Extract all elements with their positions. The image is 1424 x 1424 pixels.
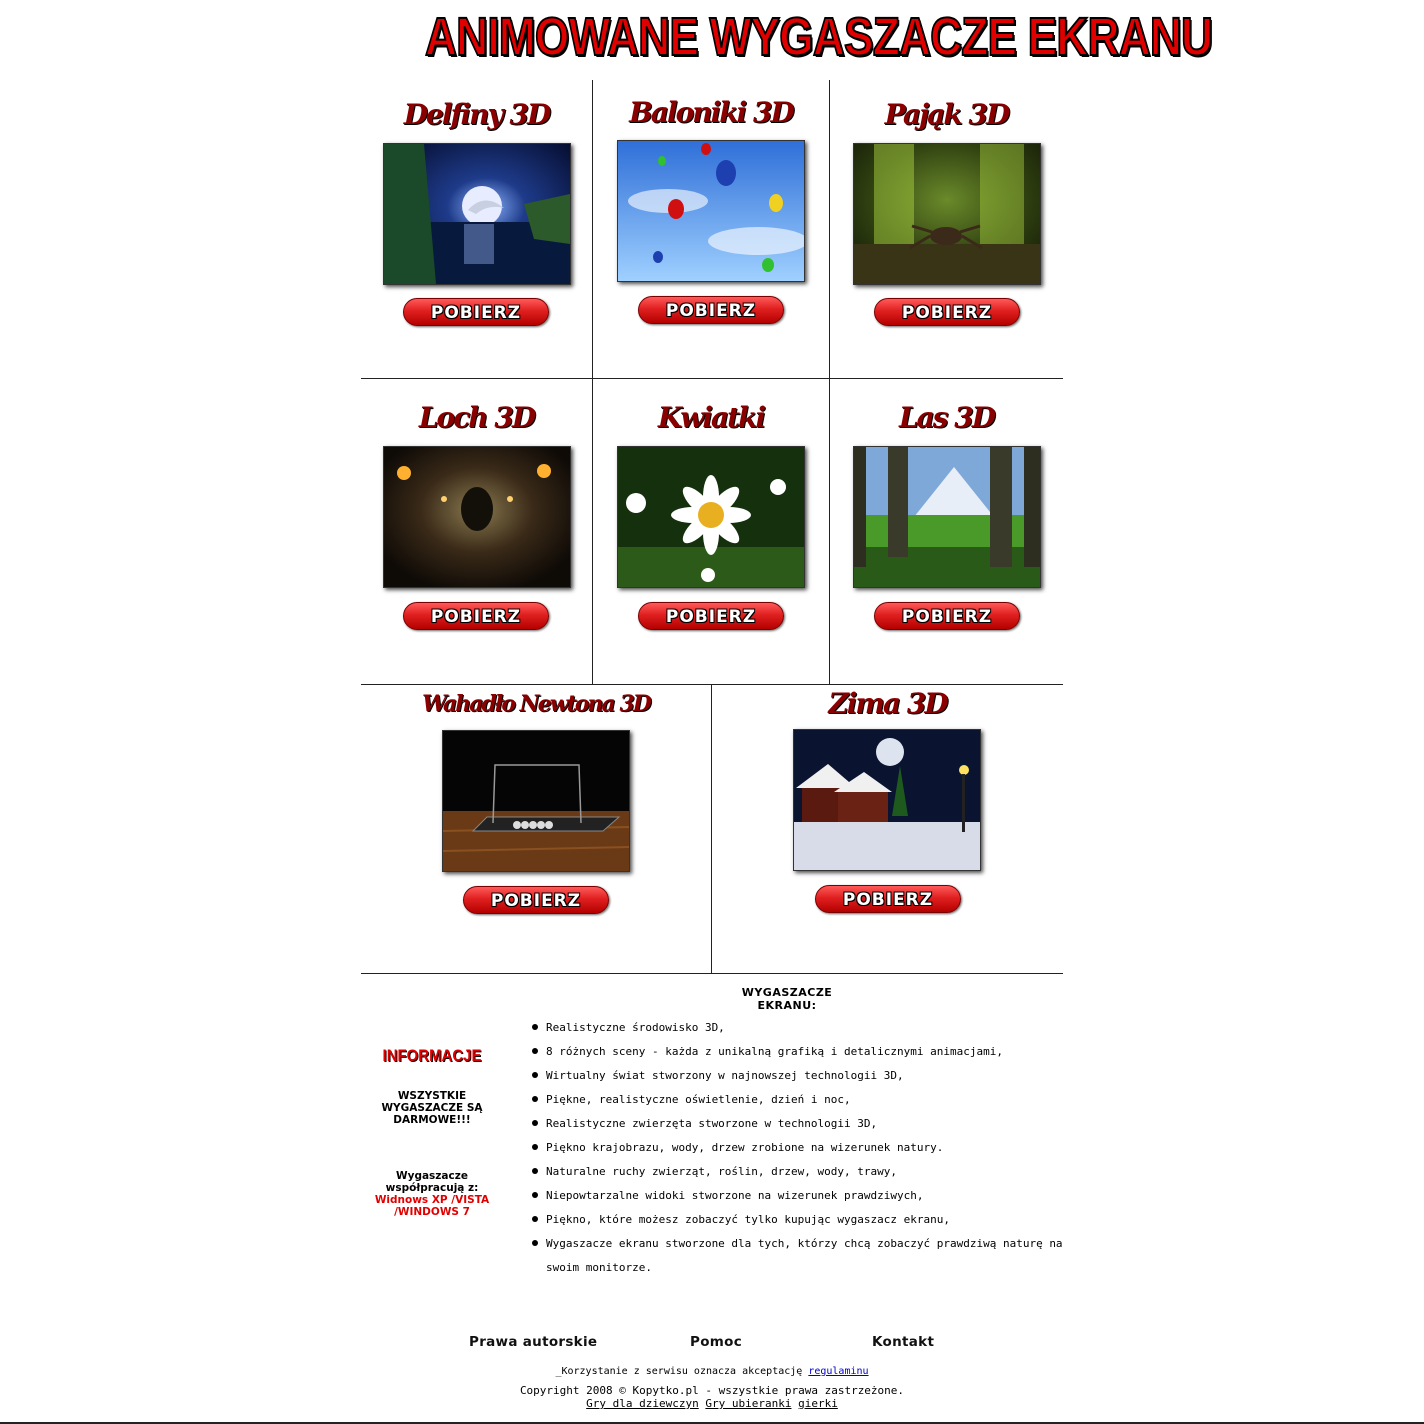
compat-systems: Widnows XP /VISTA /WINDOWS 7 <box>374 1194 490 1218</box>
screensaver-card-baloniki <box>592 80 829 380</box>
feature-list <box>528 1016 1068 1280</box>
thumbnail-balloons-image[interactable] <box>617 140 805 282</box>
dressup-games-link[interactable]: Gry ubieranki <box>705 1397 792 1410</box>
feature-item: Realistyczne zwierzęta stworzone w technologii 3D, <box>528 1112 1068 1136</box>
screensaver-card-kwiatki <box>592 379 829 684</box>
free-note: WSZYSTKIE WYGASZACZE SĄ DARMOWE!!! <box>381 1090 483 1126</box>
terms-line <box>362 1366 1062 1377</box>
help-link[interactable]: Pomoc <box>690 1334 743 1350</box>
card-title: Pająk 3D <box>884 98 1009 131</box>
feature-item: Piękno krajobrazu, wody, drzew zrobione na wizerunek natury. <box>528 1136 1068 1160</box>
card-title: Loch 3D <box>418 401 535 434</box>
thumbnail-dolphin-image[interactable] <box>383 143 571 285</box>
screensaver-card-loch <box>361 379 592 684</box>
girls-games-link[interactable]: Gry dla dziewczyn <box>586 1397 699 1410</box>
games-link[interactable]: gierki <box>798 1397 838 1410</box>
feature-item: Wygaszacze ekranu stworzone dla tych, którzy chcą zobaczyć prawdziwą naturę na swoim monitorze. <box>528 1232 1068 1280</box>
compat-label: Wygaszacze współpracują z: <box>385 1170 479 1194</box>
card-title: Kwiatki <box>657 401 765 434</box>
screensaver-card-zima <box>711 685 1063 974</box>
feature-item: Wirtualny świat stworzony w najnowszej technologii 3D, <box>528 1064 1068 1088</box>
thumbnail-daisy-image[interactable] <box>617 446 805 588</box>
side-info-title: INFORMACJE <box>382 1046 482 1065</box>
screensaver-row-2 <box>361 379 1063 684</box>
download-button[interactable]: POBIERZ <box>874 602 1020 630</box>
thumbnail-dungeon-image[interactable] <box>383 446 571 588</box>
download-button[interactable]: POBIERZ <box>638 602 784 630</box>
download-button[interactable]: POBIERZ <box>403 602 549 630</box>
feature-item: Piękno, które możesz zobaczyć tylko kupując wygaszacz ekranu, <box>528 1208 1068 1232</box>
download-button[interactable]: POBIERZ <box>403 298 549 326</box>
screensaver-row-3 <box>361 685 1063 974</box>
download-button[interactable]: POBIERZ <box>638 296 784 324</box>
terms-link[interactable]: regulaminu <box>808 1366 869 1377</box>
download-button[interactable]: POBIERZ <box>874 298 1020 326</box>
feature-item: 8 różnych sceny - każda z unikalną grafiką i detalicznymi animacjami, <box>528 1040 1068 1064</box>
card-title: Baloniki 3D <box>629 96 793 129</box>
feature-item: Niepowtarzalne widoki stworzone na wizerunek prawdziwych, <box>528 1184 1068 1208</box>
copyright-text: Copyright 2008 © Kopytko.pl - wszystkie prawa zastrzeżone. <box>519 1384 905 1397</box>
screensaver-row-1 <box>361 80 1063 380</box>
page-title: ANIMOWANE WYGASZACZE EKRANU <box>425 7 1213 67</box>
copyright-link[interactable]: Prawa autorskie <box>469 1334 598 1350</box>
feature-item: Piękne, realistyczne oświetlenie, dzień i noc, <box>528 1088 1068 1112</box>
terms-text: _Korzystanie z serwisu oznacza akceptację <box>555 1366 803 1377</box>
card-title: Wahadło Newtona 3D <box>422 691 650 717</box>
row-divider <box>361 973 1063 974</box>
screensaver-card-wahadlo <box>361 685 711 974</box>
card-title: Delfiny 3D <box>403 98 550 131</box>
card-title: Las 3D <box>898 401 995 434</box>
card-title: Zima 3D <box>828 687 947 720</box>
screensaver-card-delfiny <box>361 80 592 380</box>
screensaver-card-las <box>829 379 1063 684</box>
screensaver-card-pajak <box>829 80 1063 380</box>
download-button[interactable]: POBIERZ <box>463 886 609 914</box>
thumbnail-spider-image[interactable] <box>853 143 1041 285</box>
feature-item: Naturalne ruchy zwierząt, roślin, drzew, wody, trawy, <box>528 1160 1068 1184</box>
extra-links <box>362 1397 1062 1410</box>
download-button[interactable]: POBIERZ <box>815 885 961 913</box>
info-heading: WYGASZACZE EKRANU: <box>741 986 833 1012</box>
contact-link[interactable]: Kontakt <box>872 1334 935 1350</box>
thumbnail-forest-image[interactable] <box>853 446 1041 588</box>
thumbnail-winter-image[interactable] <box>793 729 981 871</box>
feature-item: Realistyczne środowisko 3D, <box>528 1016 1068 1040</box>
thumbnail-newtons-cradle-image[interactable] <box>442 730 630 872</box>
